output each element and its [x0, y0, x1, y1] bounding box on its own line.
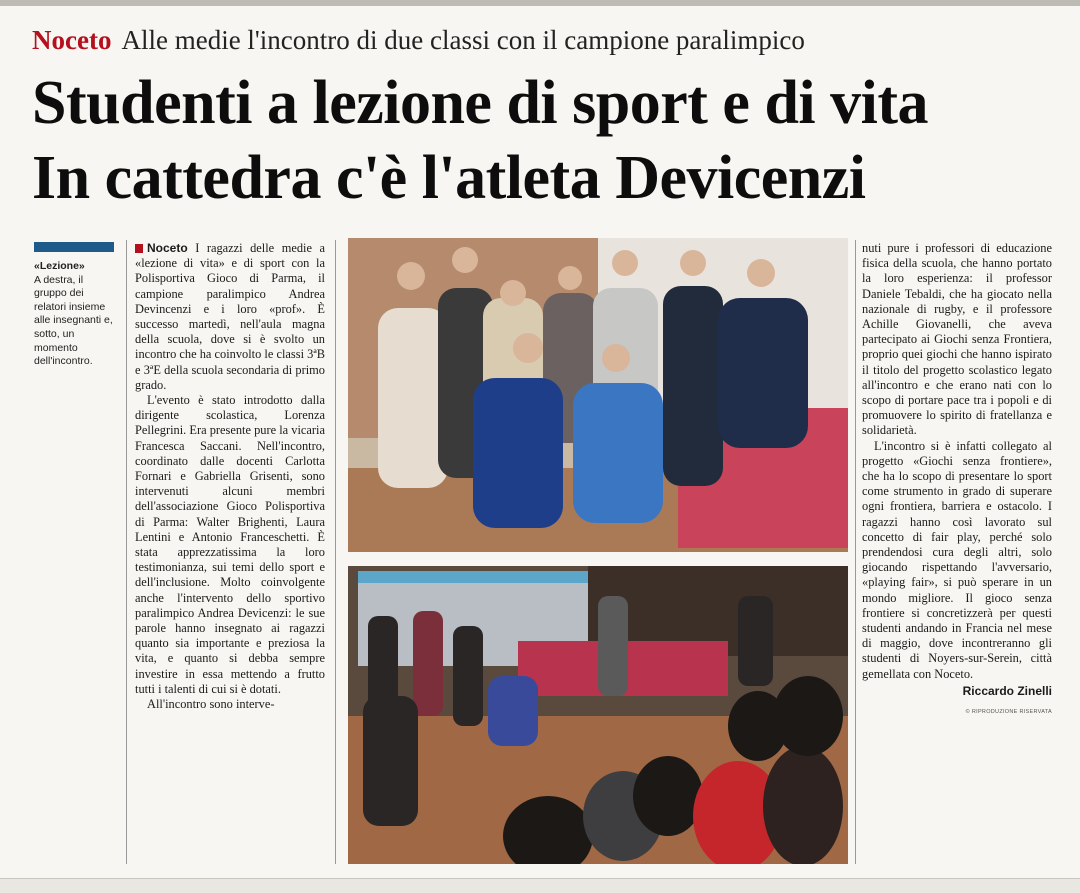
column-divider [335, 240, 336, 864]
kicker [32, 24, 805, 56]
column-divider [855, 240, 856, 864]
caption-color-bar [34, 242, 114, 252]
photo-caption [34, 260, 116, 369]
bottom-rule [0, 878, 1080, 893]
paragraph-1: I ragazzi delle medie a «lezione di vita» e di sport con la Polisportiva Gioco di Parma, il campione paralimpico Andrea Devincenzi e i loro «prof». È successo martedì, nell'aula magna della scuola, dove si è svolto un incontro che ha coinvolto le classi 3ªB e 3ªE della scuola secondaria di primo grado. [135, 241, 325, 392]
headline-line-2: In cattedra c'è l'atleta Devicenzi [32, 144, 866, 212]
copyright-notice: © RIPRODUZIONE RISERVATA [965, 709, 1052, 716]
kicker-subtitle: Alle medie l'incontro di due classi con il campione paralimpico [121, 25, 805, 55]
paragraph-3: All'incontro sono interve- [147, 697, 275, 712]
lead-place: Noceto [135, 241, 188, 255]
headline-line-1: Studenti a lezione di sport e di vita [32, 69, 929, 137]
column-divider [126, 240, 127, 864]
article-column-1 [135, 241, 325, 712]
paragraph-5: L'incontro si è infatti collegato al progetto «Giochi senza frontiere», che ha lo scopo di presentare lo sport come strumento in grado di superare ogni frontiera, barriera e ostacolo. I ragazzi hanno così lavorato sul concetto di fair play, perché solo prendendosi cura degli altri, solo giocando rispettando l'avversario, «playing fair», si può sperare in un mondo migliore. Il gioco senza frontiere si concretizzerà per questi studenti andando in Francia nel mese di maggio, dove incontreranno gli studenti di Noyers-sur-Serein, città gemellata con Noceto. [862, 438, 1052, 681]
caption-text: A destra, il gruppo dei relatori insieme alle insegnanti e, sotto, un momento dell'incontro. [34, 273, 113, 368]
classroom-photo [348, 566, 848, 864]
group-of-people-image [348, 238, 848, 552]
paragraph-4: nuti pure i professori di educazione fisica della scuola, che hanno portato la loro esperienza: il professor Daniele Tebaldi, che ha giocato nella nazionale di rugby, e il professore Achille Giovanelli, che aveva partecipato ai Giochi senza Frontiera, proprio quei giochi che hanno ispirato il titolo del progetto scolastico legato all'incontro e che erano nati con lo scopo di portare pace tra i popoli e di promuovere lo spirito di fratellanza e solidarietà. [862, 241, 1052, 438]
top-rule [0, 0, 1080, 6]
article-column-2 [862, 241, 1052, 720]
paragraph-2: L'evento è stato introdotto dalla dirigente scolastica, Lorenza Pellegrini. Era presente pure la vicaria Francesca Saccani. Nell'incontro, coordinato dalle docenti Carlotta Fornari e Gabriella Grisenti, sono intervenuti alcuni membri dell'associazione Gioco Polisportiva di Parma: Walter Brighenti, Laura Lentini e Antonio Franceschetti. È stata apprezzatissima la loro testimonianza, sui temi dello sport e dell'inclusione. Molto coinvolgente anche l'intervento dello sportivo paralimpico Andrea Devicenzi: le sue parole hanno insegnato ai ragazzi quanto sia importante e preziosa la vita, e quanto si debba sempre investire in essa mettendo a frutto tutti i talenti di cui si è dotati. [135, 393, 325, 696]
byline: Riccardo Zinelli [962, 683, 1052, 698]
group-photo [348, 238, 848, 552]
kicker-place: Noceto [32, 25, 112, 55]
classroom-audience-image [348, 566, 848, 864]
caption-label: «Lezione» [34, 260, 85, 272]
